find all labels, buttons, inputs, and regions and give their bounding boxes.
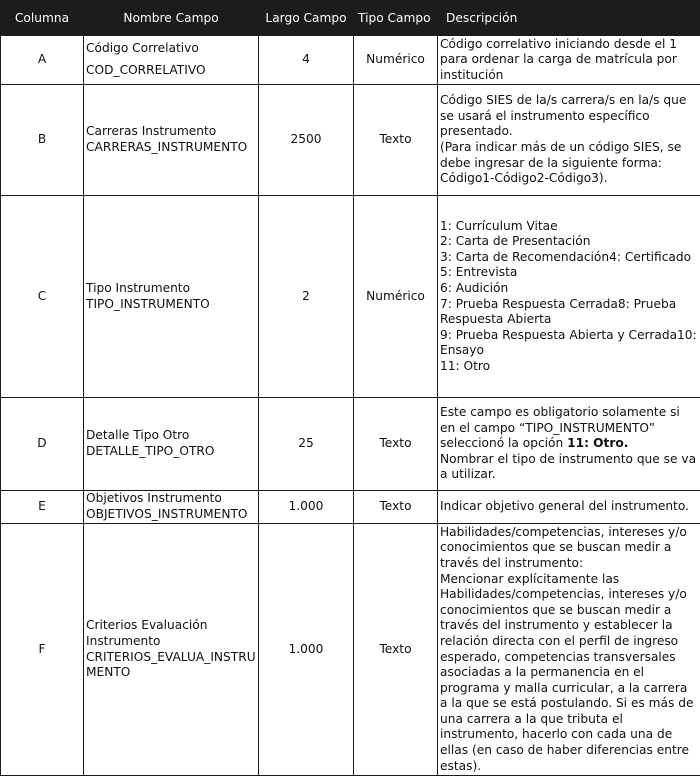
header-descripcion: Descripción — [438, 1, 700, 36]
description-line: Código1-Código2-Código3). — [440, 171, 608, 186]
header-tipo-campo: Tipo Campo — [354, 1, 438, 36]
cell-tipo: Texto — [354, 398, 438, 491]
cell-descripcion — [438, 196, 700, 398]
field-label: Tipo Instrumento — [86, 280, 191, 295]
cell-nombre — [84, 36, 259, 85]
field-code: CRITERIOS_EVALUA_INSTRUMENTO — [86, 649, 256, 680]
field-code: COD_CORRELATIVO — [86, 63, 206, 77]
option-line: 9: Prueba Respuesta Abierta y Cerrada10: Ensayo — [440, 327, 697, 358]
cell-descripcion — [438, 524, 700, 776]
cell-tipo: Numérico — [354, 36, 438, 85]
field-label: Objetivos Instrumento — [86, 491, 222, 506]
cell-largo: 2 — [259, 196, 354, 398]
cell-nombre — [84, 398, 259, 491]
description-bold: 11: Otro. — [567, 436, 629, 451]
cell-tipo: Texto — [354, 491, 438, 524]
cell-tipo: Numérico — [354, 196, 438, 398]
field-label: Criterios Evaluación Instrumento — [86, 618, 208, 648]
field-label: Código Correlativo — [86, 41, 199, 56]
field-label: Detalle Tipo Otro — [86, 428, 190, 443]
field-code: OBJETIVOS_INSTRUMENTO — [86, 507, 248, 521]
cell-descripcion: Código correlativo iniciando desde el 1 para ordenar la carga de matrícula por institución — [438, 36, 700, 85]
option-line: 5: Entrevista — [440, 265, 518, 280]
table-row — [1, 85, 700, 196]
cell-tipo: Texto — [354, 524, 438, 776]
cell-nombre — [84, 85, 259, 196]
table-row — [1, 196, 700, 398]
table-row — [1, 398, 700, 491]
table-row — [1, 524, 700, 776]
cell-nombre — [84, 491, 259, 524]
description-line: Habilidades/competencias, intereses y/o conocimientos que se buscan medir a través del instrumento: — [440, 524, 687, 570]
cell-largo: 1.000 — [259, 491, 354, 524]
option-line: 3: Carta de Recomendación4: Certificado — [440, 249, 692, 264]
cell-columna: F — [1, 524, 84, 776]
cell-columna: B — [1, 85, 84, 196]
cell-descripcion: Indicar objetivo general del instrumento. — [438, 491, 700, 524]
cell-descripcion — [438, 398, 700, 491]
option-line: 2: Carta de Presentación — [440, 234, 591, 249]
cell-columna: D — [1, 398, 84, 491]
header-largo-campo: Largo Campo — [259, 1, 354, 36]
option-line: 1: Currículum Vitae — [440, 218, 558, 233]
description-line: Código SIES de la/s carrera/s en la/s que se usará el instrumento específico presentado. — [440, 93, 687, 139]
cell-largo: 2500 — [259, 85, 354, 196]
option-line: 6: Audición — [440, 280, 509, 295]
field-code: TIPO_INSTRUMENTO — [86, 296, 210, 311]
cell-nombre — [84, 524, 259, 776]
table-row — [1, 36, 700, 85]
option-line: 11: Otro — [440, 358, 491, 373]
cell-columna: A — [1, 36, 84, 85]
field-code: DETALLE_TIPO_OTRO — [86, 444, 215, 458]
cell-largo: 4 — [259, 36, 354, 85]
description-text: Este campo es obligatorio solamente si en el campo “TIPO_INSTRUMENTO” seleccionó la opción — [440, 405, 680, 451]
option-line: 7: Prueba Respuesta Cerrada8: Prueba Respuesta Abierta — [440, 296, 677, 327]
cell-largo: 25 — [259, 398, 354, 491]
table-row — [1, 491, 700, 524]
description-line: Mencionar explícitamente las Habilidades/competencias, intereses y/o conocimientos que se buscan medir a través del instrumento y establecer la relación directa con el perfil de ingreso esperado, competencias transversales asociadas a la permanencia en el programa y malla curricular, a la carrera a la que se está postulando. Si es más de una carrera a la que tributa el instrumento, hacerlo con cada una de ellas (en caso de haber diferencias entre estas). — [440, 571, 694, 773]
header-columna: Columna — [1, 1, 84, 36]
field-code: CARRERAS_INSTRUMENTO — [86, 140, 248, 154]
table-header-row — [1, 1, 700, 36]
description-line: Nombrar el tipo de instrumento que se va a utilizar. — [440, 451, 697, 482]
field-label: Carreras Instrumento — [86, 124, 217, 139]
cell-nombre — [84, 196, 259, 398]
cell-columna: C — [1, 196, 84, 398]
cell-tipo: Texto — [354, 85, 438, 196]
cell-descripcion — [438, 85, 700, 196]
header-nombre-campo: Nombre Campo — [84, 1, 259, 36]
cell-largo: 1.000 — [259, 524, 354, 776]
cell-columna: E — [1, 491, 84, 524]
description-line: (Para indicar más de un código SIES, se debe ingresar de la siguiente forma: — [440, 140, 682, 170]
